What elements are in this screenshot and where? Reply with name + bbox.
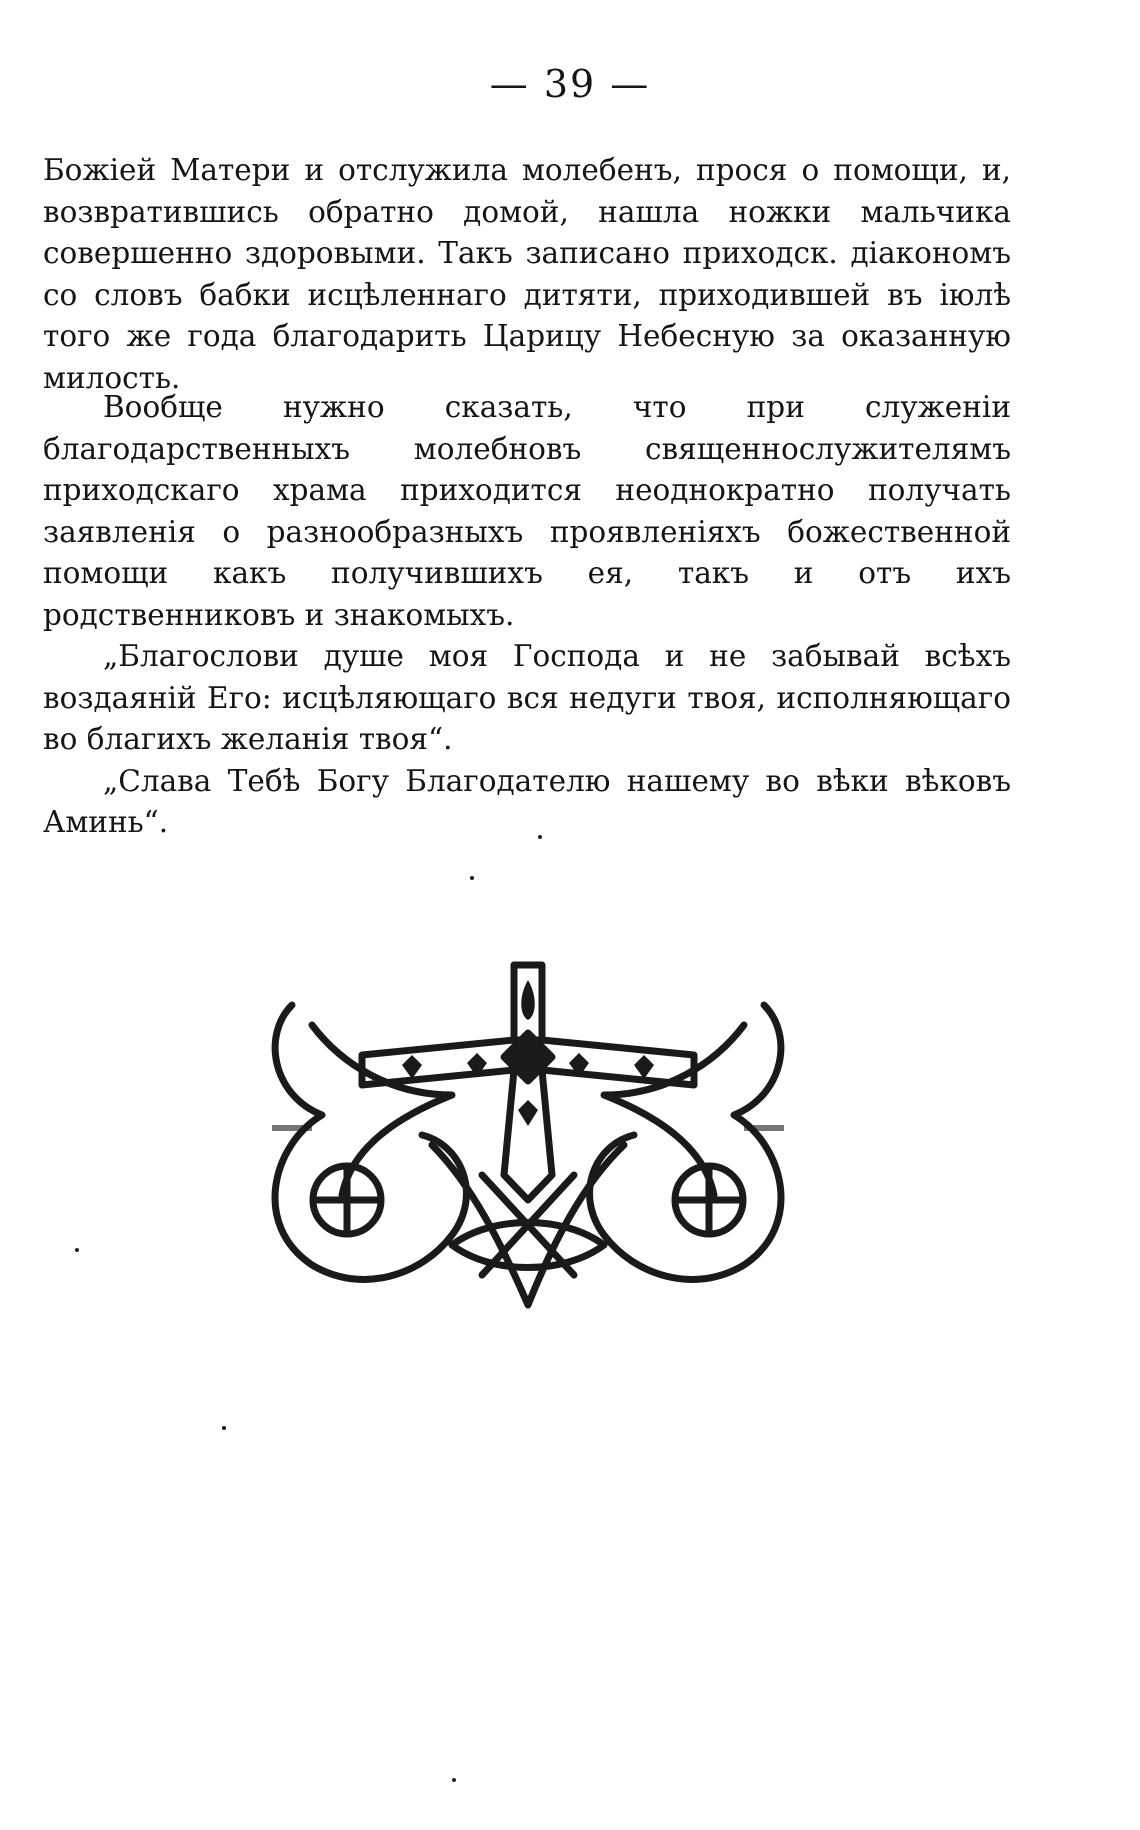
paragraph-psalm-quote: „Благослови душе моя Господа и не забывай всѣхъ воздаяній Его: исцѣляющаго вся недуги твоя, исполняющаго во благихъ желанія твоя“. <box>43 639 1011 756</box>
left-hatching <box>272 1125 312 1131</box>
lower-heart <box>518 1100 538 1126</box>
paragraph-doxology: „Слава Тебѣ Богу Благодателю нашему во вѣки вѣковъ Аминь“. <box>43 763 1011 839</box>
print-speck <box>470 876 474 880</box>
right-hatching <box>744 1125 784 1131</box>
print-speck <box>222 1426 226 1430</box>
cross-lower-beam <box>504 1070 552 1200</box>
text-block-main <box>43 387 1011 844</box>
left-rosette-cross <box>317 1170 377 1230</box>
page-number: — 39 — <box>489 62 651 106</box>
paragraph-general: Вообще нужно сказать, что при служеніи благодарственныхъ молебновъ священнослужителямъ приходскаго храма приходится неоднократно получать заявленія о разнообразныхъ проявленіяхъ божественной помощи какъ получившихъ ея, такъ и отъ ихъ родственниковъ и знакомыхъ. <box>43 390 1011 632</box>
print-speck <box>452 1778 456 1782</box>
text-block-continuation <box>43 150 1011 399</box>
print-speck <box>75 1248 79 1252</box>
top-teardrop <box>521 980 535 1020</box>
print-speck <box>538 835 542 839</box>
ornamental-cross-vignette-icon <box>252 945 804 1325</box>
paragraph-continuation: Божіей Матери и отслужила молебенъ, прося о помощи, и, возвратившись обратно домой, нашла ножки мальчика совершенно здоровыми. Такъ записано приходск. діакономъ со словъ бабки исцѣленнаго дитяти, приходившей въ іюлѣ того же года благодарить Царицу Небесную за оказанную милость. <box>43 153 1011 395</box>
right-rosette-cross <box>679 1170 739 1230</box>
